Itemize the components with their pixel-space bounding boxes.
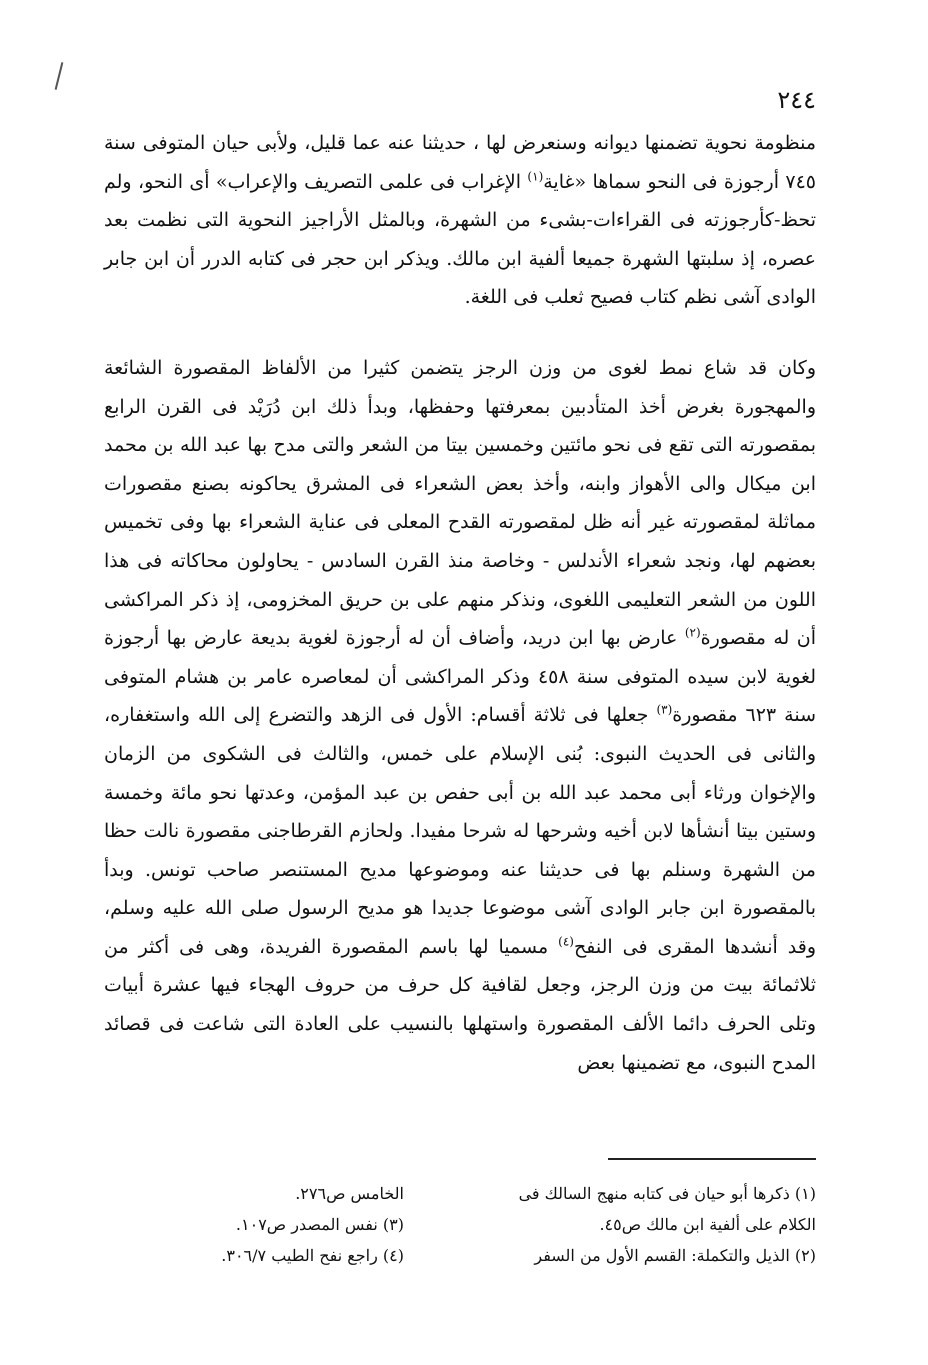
paragraph-1 bbox=[104, 124, 816, 317]
footnote-line: (٤) راجع نفح الطيب ٣٠٦/٧. bbox=[221, 1246, 404, 1265]
paragraph-text: وكان قد شاع نمط لغوى من وزن الرجز يتضمن كثيرا من الألفاظ المقصورة الشائعة والمهجورة بغرض أخذ المتأدبين بمعرفتها وحفظها، وبدأ ذلك ابن دُرَيْد فى القرن الرابع بمقصورته التى تقع فى نحو مائتين وخمسين بيتا من الشعر والتى مدح بها عبد الله بن محمد ابن ميكال والى الأهواز وابنه، وأخذ بعض الشعراء فى المشرق يحاكونه بصنع مقصورات مماثلة لمقصورته غير أنه ظل لمقصورته القدح المعلى فى عناية الشعراء بها وفى تخميس بعضهم لها، ونجد شعراء الأندلس - وخاصة منذ القرن السادس - يحاولون محاكاته فى هذا اللون من الشعر التعليمى اللغوى، ونذكر منهم على بن حريق المخزومى، إذ ذكر المراكشى أن له مقصورة bbox=[104, 356, 816, 650]
paragraph-text: مسميا لها باسم المقصورة الفريدة، وهى فى أكثر من ثلاثمائة بيت من وزن الرجز، وجعل لقافية كل حرف من حروف الهجاء فيها عشرة أبيات وتلى الحرف دائما الألف المقصورة واستهلها بالنسيب على العادة التى شاعت فى قصائد المدح النبوى، مع تضمينها بعض bbox=[104, 935, 816, 1074]
footnote-line: (١) ذكرها أبو حيان فى كتابه منهج السالك فى bbox=[518, 1184, 816, 1203]
footnote-ref-2: (٢) bbox=[684, 625, 701, 640]
footnotes bbox=[104, 1178, 816, 1271]
page-number: ٢٤٤ bbox=[777, 86, 816, 114]
paragraph-2 bbox=[104, 349, 816, 1082]
footnotes-right-column bbox=[456, 1178, 816, 1271]
margin-pencil-mark bbox=[55, 62, 64, 90]
footnote-line: (٣) نفس المصدر ص١٠٧. bbox=[235, 1215, 404, 1234]
paragraph-text: الإغراب فى علمى التصريف والإعراب» أى النحو، ولم تحظ-كأرجوزته فى القراءات-بشىء من الشهرة، وبالمثل الأراجيز النحوية التى نظمت بعد عصره، إذ سلبتها الشهرة جميعا ألفية ابن مالك. ويذكر ابن حجر فى كتابه الدرر أن ابن جابر الوادى آشى نظم كتاب فصيح ثعلب فى اللغة. bbox=[104, 170, 816, 309]
footnote-divider bbox=[608, 1158, 816, 1160]
footnote-line: الخامس ص٢٧٦. bbox=[295, 1184, 404, 1203]
footnote-ref-1: (١) bbox=[527, 169, 544, 184]
body-text bbox=[104, 124, 816, 1082]
paragraph-text: منظومة نحوية تضمنها ديوانه وسنعرض لها ، حديثنا عنه عما قليل، ولأبى حيان المتوفى سنة ٧٤٥ أرجوزة فى النحو سماها «غاية bbox=[104, 132, 816, 193]
footnote-line: (٢) الذيل والتكملة: القسم الأول من السفر bbox=[534, 1246, 816, 1265]
footnote-ref-4: (٤) bbox=[558, 934, 574, 949]
paragraph-text: جعلها فى ثلاثة أقسام: الأول فى الزهد والتضرع إلى الله واستغفاره، والثانى فى الحديث النبوى: بُنى الإسلام على خمس، والثالث فى الشكوى من الزمان والإخوان ورثاء أبى محمد عبد الله بن أبى حفص بن عبد المؤمن، وعدتها نحو مائة وخمسة وستين بيتا أنشأها لابن أخيه وشرحها له شرحا مفيدا. ولحازم القرطاجنى مقصورة نالت حظا من الشهرة وسنلم بها فى حديثنا عنه وموضوعها مديح المستنصر صاحب تونس. وبدأ بالمقصورة ابن جابر الوادى آشى موضوعا جديدا هو مديح الرسول صلى الله عليه وسلم، وقد أنشدها المقرى فى النفح bbox=[104, 704, 816, 958]
footnote-line: الكلام على ألفية ابن مالك ص٤٥. bbox=[599, 1215, 816, 1234]
footnote-ref-3: (٣) bbox=[656, 702, 673, 717]
footnotes-left-column bbox=[104, 1178, 404, 1271]
paragraph-text: عارض بها ابن دريد، وأضاف أن له أرجوزة لغوية بديعة عارض بها أرجوزة لغوية لابن سيده المتوفى سنة ٤٥٨ وذكر المراكشى أن لمعاصره عامر بن هشام المتوفى سنة ٦٢٣ مقصورة bbox=[104, 627, 816, 727]
